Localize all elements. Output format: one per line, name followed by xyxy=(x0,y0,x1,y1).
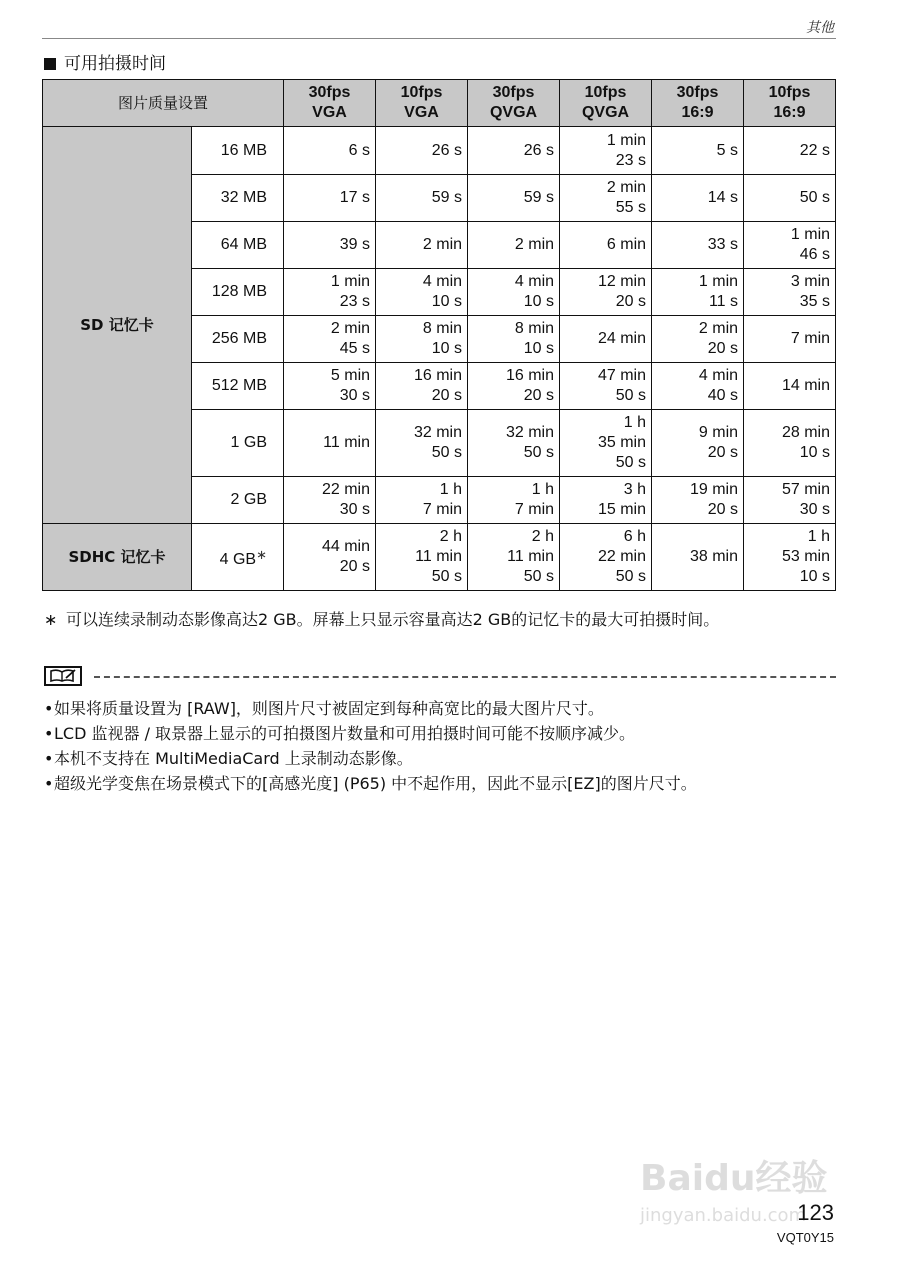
table-cell: 1 min 46 s xyxy=(744,222,836,269)
footnote-text: 可以连续录制动态影像高达2 GB。屏幕上只显示容量高达2 GB的记忆卡的最大可拍摄时间。 xyxy=(66,610,720,629)
table-cell: 16 min 20 s xyxy=(376,363,468,410)
watermark xyxy=(640,1150,860,1240)
card-size: 128 MB xyxy=(192,269,284,316)
watermark-url: jingyan.baidu.com xyxy=(640,1205,807,1226)
list-item: • LCD 监视器 / 取景器上显示的可拍摄图片数量和可用拍摄时间可能不按顺序减少。 xyxy=(44,721,844,746)
note-text: 如果将质量设置为 [RAW]，则图片尺寸被固定到每种高宽比的最大图片尺寸。 xyxy=(54,699,604,718)
table-cell: 4 min 10 s xyxy=(376,269,468,316)
notes-divider xyxy=(94,676,836,678)
table-cell: 14 min xyxy=(744,363,836,410)
section-title-text: 可用拍摄时间 xyxy=(64,54,166,74)
table-cell: 2 min 20 s xyxy=(652,316,744,363)
table-cell: 28 min 10 s xyxy=(744,410,836,477)
list-item: • 超级光学变焦在场景模式下的[高感光度] (P65) 中不起作用，因此不显示[EZ]的图片尺寸。 xyxy=(44,771,844,796)
note-text: 本机不支持在 MultiMediaCard 上录制动态影像。 xyxy=(54,749,413,768)
table-cell: 33 s xyxy=(652,222,744,269)
table-cell: 2 min xyxy=(376,222,468,269)
table-cell: 1 min 11 s xyxy=(652,269,744,316)
notes-header xyxy=(44,666,836,688)
table-cell: 2 h 11 min 50 s xyxy=(468,524,560,591)
square-bullet-icon xyxy=(44,58,56,70)
table-cell: 3 h 15 min xyxy=(560,477,652,524)
table-cell: 2 h 11 min 50 s xyxy=(376,524,468,591)
table-cell: 1 h 7 min xyxy=(376,477,468,524)
table-cell: 26 s xyxy=(468,127,560,175)
column-header: 30fps QVGA xyxy=(468,80,560,127)
table-cell: 1 h 35 min 50 s xyxy=(560,410,652,477)
table-cell: 47 min 50 s xyxy=(560,363,652,410)
table-cell: 2 min xyxy=(468,222,560,269)
asterisk-mark: ∗ xyxy=(256,546,268,562)
table-row xyxy=(43,127,836,175)
table-cell: 57 min 30 s xyxy=(744,477,836,524)
section-title xyxy=(44,49,166,74)
card-size: 2 GB xyxy=(192,477,284,524)
column-header: 30fps 16:9 xyxy=(652,80,744,127)
table-cell: 11 min xyxy=(284,410,376,477)
card-size: 512 MB xyxy=(192,363,284,410)
table-row xyxy=(43,524,836,591)
table-cell: 32 min 50 s xyxy=(376,410,468,477)
card-type-sdhc: SDHC 记忆卡 xyxy=(43,524,192,591)
quality-setting-header: 图片质量设置 xyxy=(43,80,284,127)
page-number: 123 xyxy=(797,1200,834,1225)
table-cell: 1 min 23 s xyxy=(284,269,376,316)
footnote xyxy=(44,609,836,631)
column-header: 10fps VGA xyxy=(376,80,468,127)
list-item: • 如果将质量设置为 [RAW]，则图片尺寸被固定到每种高宽比的最大图片尺寸。 xyxy=(44,696,844,721)
note-book-glyph xyxy=(46,668,80,684)
table-cell: 1 h 7 min xyxy=(468,477,560,524)
column-header: 30fps VGA xyxy=(284,80,376,127)
recording-time-table xyxy=(42,79,836,591)
table-cell: 17 s xyxy=(284,175,376,222)
card-size: 16 MB xyxy=(192,127,284,175)
note-text: 超级光学变焦在场景模式下的[高感光度] (P65) 中不起作用，因此不显示[EZ]的图片尺寸。 xyxy=(54,774,697,793)
table-cell: 1 min 23 s xyxy=(560,127,652,175)
card-type-sd: SD 记忆卡 xyxy=(43,127,192,524)
table-cell: 8 min 10 s xyxy=(376,316,468,363)
note-text: LCD 监视器 / 取景器上显示的可拍摄图片数量和可用拍摄时间可能不按顺序减少。 xyxy=(54,724,636,743)
document-code: VQT0Y15 xyxy=(776,1230,834,1245)
table-cell: 44 min 20 s xyxy=(284,524,376,591)
table-cell: 4 min 10 s xyxy=(468,269,560,316)
table-cell: 4 min 40 s xyxy=(652,363,744,410)
section-label: 其他 xyxy=(806,20,834,36)
table-cell: 5 s xyxy=(652,127,744,175)
table-cell: 19 min 20 s xyxy=(652,477,744,524)
table-cell: 38 min xyxy=(652,524,744,591)
table-cell: 6 h 22 min 50 s xyxy=(560,524,652,591)
list-item: • 本机不支持在 MultiMediaCard 上录制动态影像。 xyxy=(44,746,844,771)
table-cell: 22 s xyxy=(744,127,836,175)
header-divider xyxy=(42,38,836,39)
column-header: 10fps 16:9 xyxy=(744,80,836,127)
table-cell: 7 min xyxy=(744,316,836,363)
table-header-row xyxy=(43,80,836,127)
card-size-text: 4 GB xyxy=(219,550,257,568)
table-cell: 2 min 45 s xyxy=(284,316,376,363)
table-cell: 2 min 55 s xyxy=(560,175,652,222)
table-cell: 32 min 50 s xyxy=(468,410,560,477)
footnote-asterisk: ∗ xyxy=(44,610,58,629)
table-cell: 5 min 30 s xyxy=(284,363,376,410)
table-cell: 22 min 30 s xyxy=(284,477,376,524)
table-cell: 50 s xyxy=(744,175,836,222)
card-size: 32 MB xyxy=(192,175,284,222)
watermark-text: Baidu经验 xyxy=(640,1158,828,1199)
table-cell: 24 min xyxy=(560,316,652,363)
table-cell: 9 min 20 s xyxy=(652,410,744,477)
table-cell: 6 min xyxy=(560,222,652,269)
card-size xyxy=(192,524,284,591)
table-cell: 14 s xyxy=(652,175,744,222)
card-size: 64 MB xyxy=(192,222,284,269)
table-cell: 12 min 20 s xyxy=(560,269,652,316)
table-cell: 1 h 53 min 10 s xyxy=(744,524,836,591)
note-book-icon xyxy=(44,666,82,686)
table-cell: 8 min 10 s xyxy=(468,316,560,363)
card-size: 1 GB xyxy=(192,410,284,477)
notes-list xyxy=(44,696,844,796)
table-cell: 16 min 20 s xyxy=(468,363,560,410)
table-cell: 3 min 35 s xyxy=(744,269,836,316)
table-cell: 59 s xyxy=(468,175,560,222)
table-cell: 59 s xyxy=(376,175,468,222)
card-size: 256 MB xyxy=(192,316,284,363)
column-header: 10fps QVGA xyxy=(560,80,652,127)
table-cell: 6 s xyxy=(284,127,376,175)
table-cell: 26 s xyxy=(376,127,468,175)
table-cell: 39 s xyxy=(284,222,376,269)
